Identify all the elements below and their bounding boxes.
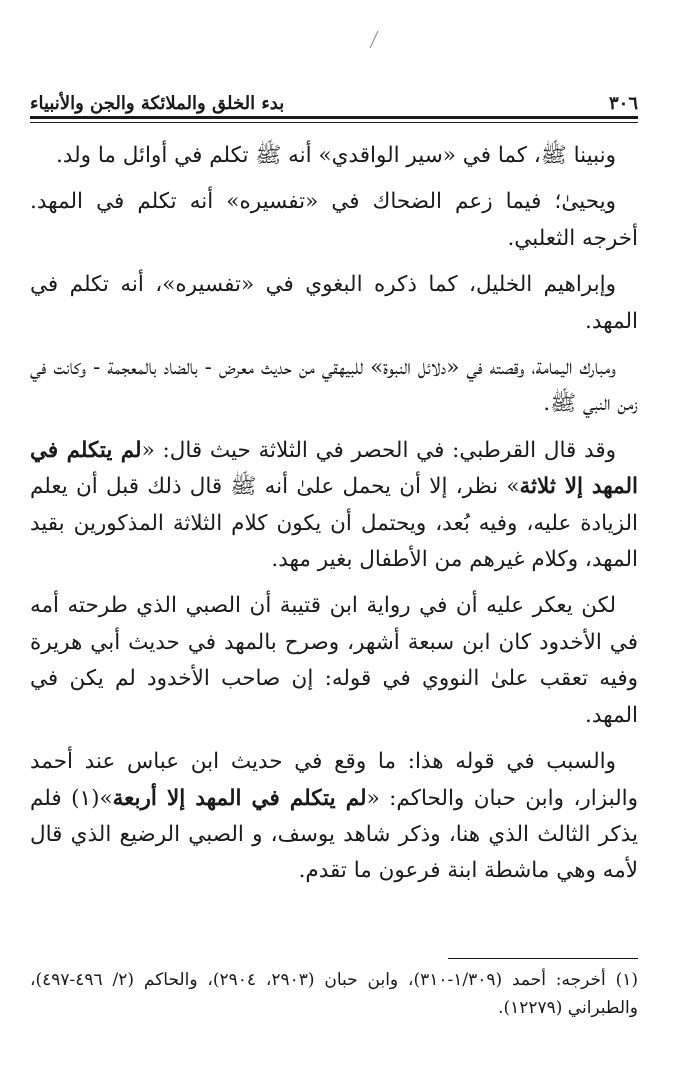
- paragraph-text: ومبارك اليمامة، وقصته في «دلائل النبوة» للبيهقي من حديث معرض - بالضاد بالمعجمة - وكانت في زمن النبي ﷺ.: [30, 355, 638, 417]
- paragraph: [30, 350, 638, 423]
- header-rule-thin: [30, 122, 638, 123]
- paragraph: [30, 744, 638, 890]
- footnotes: [30, 966, 638, 1022]
- paragraph-text: »(١) فلم يذكر الثالث الذي هنا، وذكر شاهد يوسف، و الصبي الرضيع الذي قال لأمه وهي ماشطة ابنة فرعون ما تقدم.: [30, 785, 638, 884]
- paragraph: [30, 184, 638, 257]
- body-text: [30, 138, 638, 900]
- paragraph-text: والسبب في قوله هذا: ما وقع في حديث ابن عباس عند أحمد والبزار، وابن حبان والحاكم: «: [30, 749, 638, 811]
- paragraph: [30, 588, 638, 734]
- pen-mark-icon: [367, 28, 381, 50]
- paragraph-text: وإبراهيم الخليل، كما ذكره البغوي في «تفسيره»، أنه تكلم في المهد.: [30, 272, 638, 334]
- hadith-quote: لم يتكلم في المهد إلا ثلاثة: [30, 437, 638, 500]
- paragraph-text: لكن يعكر عليه أن في رواية ابن قتيبة أن الصبي الذي طرحته أمه في الأخدود كان ابن سبعة أشهر، وصرح بالمهد في حديث أبي هريرة وفيه تعقب علىٰ النووي في قوله: إن صاحب الأخدود لم يكن في المهد.: [30, 593, 638, 728]
- header-rule-thick: [30, 116, 638, 119]
- paragraph-text: » نظر، إلا أن يحمل علىٰ أنه ﷺ قال ذلك قبل أن يعلم الزيادة عليه، وفيه بُعد، ويحتمل أن يكون كلام الثلاثة المذكورين بقيد المهد، وكلام غيرهم من الأطفال بغير مهد.: [30, 474, 638, 573]
- footnote: (١) أخرجه: أحمد (١/٣٠٩-٣١٠)، وابن حبان (٢٩٠٣، ٢٩٠٤)، والحاكم (٢/ ٤٩٦-٤٩٧)، والطبراني (١٢٢٧٩).: [30, 970, 639, 1018]
- page-header: [30, 84, 638, 114]
- running-title: بدء الخلق والملائكة والجن والأنبياء: [30, 93, 285, 114]
- footnote-separator: [448, 958, 638, 959]
- book-page: [30, 0, 638, 1090]
- paragraph: [30, 433, 638, 579]
- paragraph-text: وقد قال القرطبي: في الحصر في الثلاثة حيث قال: «: [141, 437, 616, 463]
- page-number: ٣٠٦: [608, 93, 638, 114]
- paragraph: [30, 138, 638, 174]
- paragraph-text: ويحيىٰ؛ فيما زعم الضحاك في «تفسيره» أنه تكلم في المهد. أخرجه الثعلبي.: [30, 189, 638, 251]
- hadith-quote: لم يتكلم في المهد إلا أربعة: [112, 785, 367, 811]
- paragraph-text: ونبينا ﷺ، كما في «سير الواقدي» أنه ﷺ تكلم في أوائل ما ولد.: [55, 143, 616, 168]
- paragraph: [30, 267, 638, 340]
